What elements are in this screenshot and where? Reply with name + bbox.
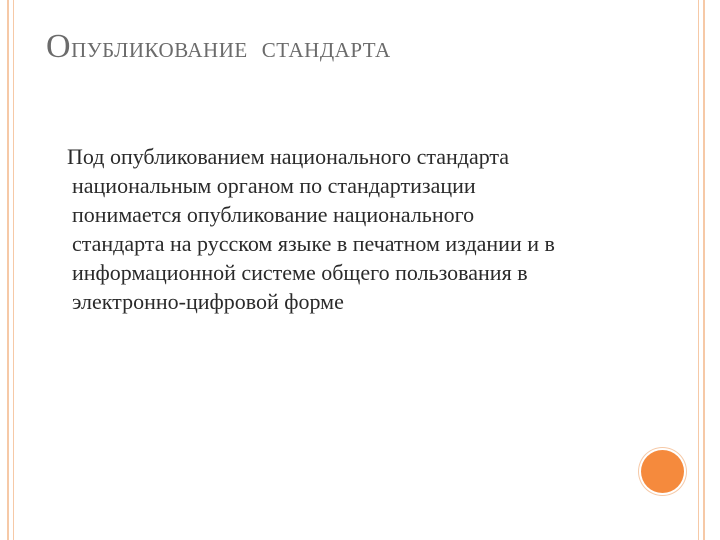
body-line: информационной системе общего пользования в — [72, 260, 528, 285]
body-line: стандарта на русском языке в печатном издании и в — [72, 231, 555, 256]
title-word1-rest: ПУБЛИКОВАНИЕ — [71, 38, 248, 62]
slide-body-text — [67, 142, 692, 316]
body-line: национальным органом по стандартизации — [72, 173, 476, 198]
title-word2: СТАНДАРТА — [261, 38, 391, 62]
slide-title — [46, 28, 391, 66]
body-line: электронно-цифровой форме — [72, 289, 344, 314]
decorative-orange-circle — [641, 450, 684, 493]
title-first-letter: О — [46, 28, 72, 65]
body-line: Под опубликованием национального стандарта — [67, 144, 510, 169]
body-line: понимается опубликование национального — [72, 202, 475, 227]
